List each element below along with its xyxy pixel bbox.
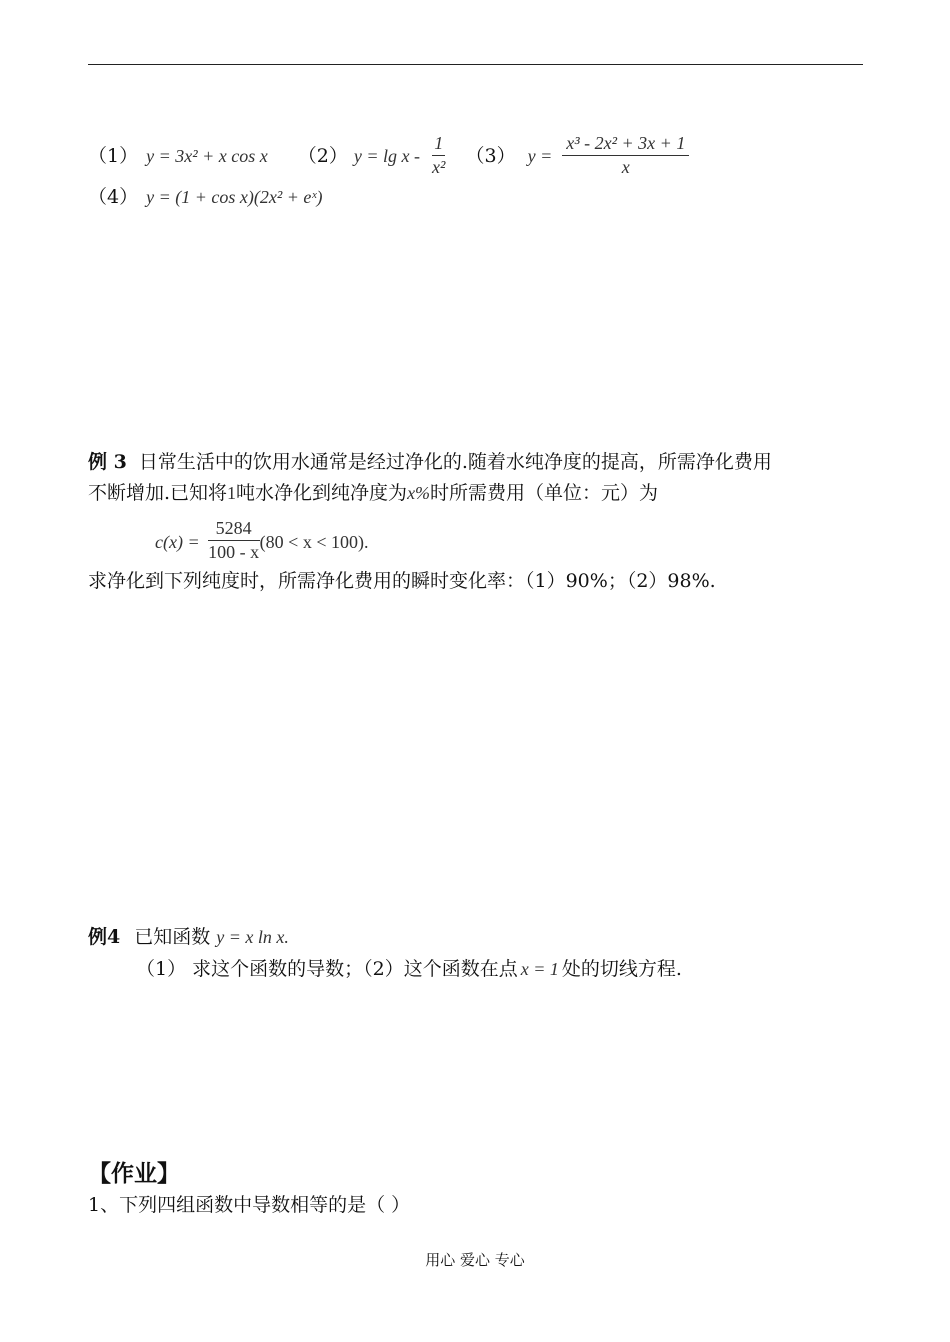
example-3-formula-denominator: 100 - x <box>208 541 260 562</box>
example-3-formula <box>155 520 368 566</box>
header-rule <box>88 64 863 65</box>
problem-1-label: （1） <box>88 145 139 167</box>
problem-1-expression: y = 3x² + x cos x <box>146 146 268 166</box>
homework-question-1: 1、下列四组函数中导数相等的是（ ） <box>88 1194 411 1216</box>
example-4-line-2 <box>136 960 682 979</box>
example-4-label: 例4 <box>88 926 121 948</box>
example-3-purity-var: x% <box>407 483 431 503</box>
example-3-question: 求净化到下列纯度时，所需净化费用的瞬时变化率：（1）90%；（2）98%. <box>88 570 716 592</box>
problem-2-expression: y = lg x - <box>353 146 420 166</box>
example-3-text-2c: 时所需费用（单位：元）为 <box>430 482 659 504</box>
problem-4-expression: y = (1 + cos x)(2x² + eˣ) <box>146 187 323 207</box>
example-4-point: x = 1 <box>520 959 559 979</box>
problem-2-denominator: x² <box>432 156 446 177</box>
problem-2-label: （2） <box>297 145 348 167</box>
page-footer: 用心 爱心 专心 <box>425 1251 525 1269</box>
example-3-line-2 <box>88 484 658 503</box>
problem-2-fraction <box>432 132 445 178</box>
example-3-formula-numerator: 5284 <box>208 517 260 541</box>
problem-row-4 <box>88 188 322 207</box>
problem-4-label: （4） <box>88 186 139 208</box>
homework-heading: 【作业】 <box>88 1160 180 1187</box>
example-4-function: y = x ln x. <box>216 927 289 947</box>
problem-3-fraction <box>562 132 689 178</box>
problem-row-1-3 <box>88 134 689 180</box>
example-3-text-2a: 不断增加.已知将 <box>88 482 228 504</box>
example-3-formula-fraction <box>208 517 260 563</box>
example-3-line-1 <box>88 453 772 472</box>
problem-3-denominator: x <box>621 156 630 177</box>
example-3-formula-domain: (80 < x < 100). <box>259 532 369 552</box>
problem-3-expression: y = <box>527 146 553 166</box>
example-3-text-1: 日常生活中的饮用水通常是经过净化的.随着水纯净度的提高，所需净化费用 <box>138 451 772 473</box>
example-3-tonnage: 1 <box>227 483 237 503</box>
example-4-question-b: 处的切线方程. <box>561 958 682 980</box>
example-3-label: 例 3 <box>88 451 127 473</box>
example-3-text-2b: 吨水净化到纯净度为 <box>236 482 408 504</box>
example-4-line-1 <box>88 928 289 947</box>
example-4-text: 已知函数 <box>134 926 211 948</box>
problem-2-numerator: 1 <box>432 132 445 156</box>
problem-3-label: （3） <box>465 145 516 167</box>
problem-3-numerator: x³ - 2x² + 3x + 1 <box>562 132 689 156</box>
example-4-question-a: （1） 求这个函数的导数；（2）这个函数在点 <box>136 958 518 980</box>
example-3-formula-left: c(x) = <box>155 532 200 552</box>
